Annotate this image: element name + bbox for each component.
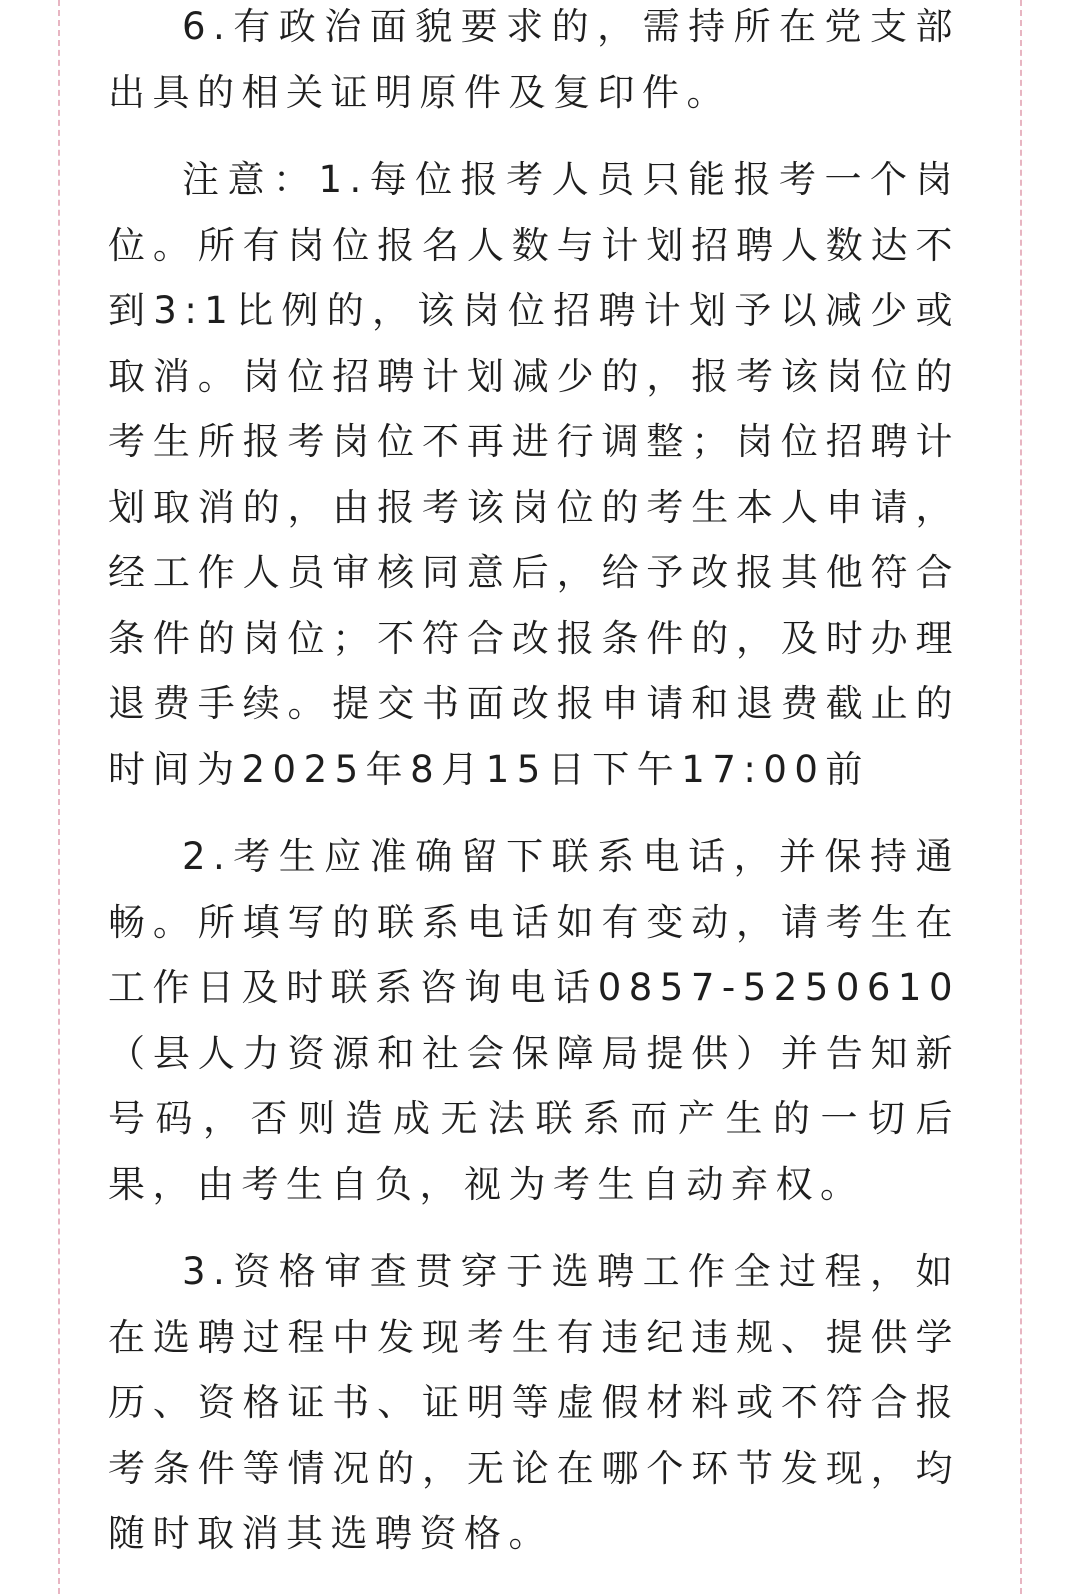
paragraph-note-one-position: 注意：1.每位报考人员只能报考一个岗位。所有岗位报名人数与计划招聘人数达不到3:1比例的，该岗位招聘计划予以减少或取消。岗位招聘计划减少的，报考该岗位的考生所报考岗位不再进行调整；岗位招聘计划取消的，由报考该岗位的考生本人申请，经工作人员审核同意后，给予改报其他符合条件的岗位；不符合改报条件的，及时办理退费手续。提交书面改报申请和退费截止的时间为2025年8月15日下午17:00前 (108, 158, 960, 791)
left-decorative-border (58, 0, 60, 1594)
right-decorative-border (1020, 0, 1022, 1594)
article-body (108, 0, 960, 1567)
paragraph-note-contact-phone: 2.考生应准确留下联系电话，并保持通畅。所填写的联系电话如有变动，请考生在工作日及时联系咨询电话0857-5250610（县人力资源和社会保障局提供）并告知新号码，否则造成无法联系而产生的一切后果，由考生自负，视为考生自动弃权。 (108, 835, 960, 1206)
paragraph-note-qualification-review: 3.资格审查贯穿于选聘工作全过程，如在选聘过程中发现考生有违纪违规、提供学历、资格证书、证明等虚假材料或不符合报考条件等情况的，无论在哪个环节发现，均随时取消其选聘资格。 (108, 1250, 960, 1555)
paragraph-political-status: 6.有政治面貌要求的，需持所在党支部出具的相关证明原件及复印件。 (108, 5, 960, 114)
